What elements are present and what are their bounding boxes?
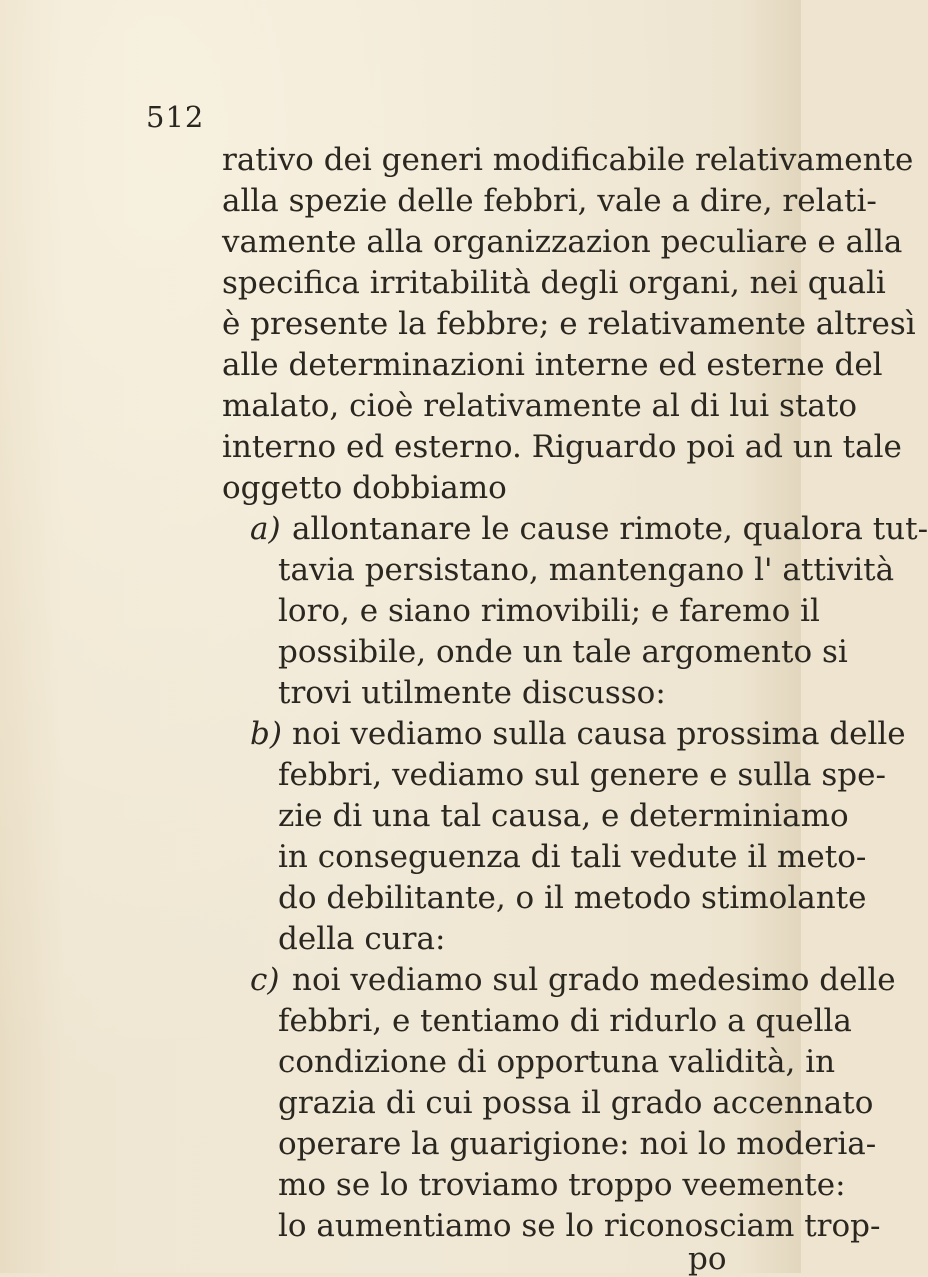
list-item-line: allontanare le cause rimote, qualora tut- xyxy=(292,511,928,547)
list-item-line: noi vediamo sul grado medesimo delle xyxy=(292,962,896,998)
text-line: è presente la febbre; e relativamente altresì xyxy=(222,306,916,342)
list-item-line: operare la guarigione: noi lo moderia- xyxy=(278,1126,877,1162)
text-line: alla spezie delle febbri, vale a dire, relati- xyxy=(222,183,877,219)
list-item-line: grazia di cui possa il grado accennato xyxy=(278,1085,874,1121)
text-line: interno ed esterno. Riguardo poi ad un tale xyxy=(222,429,902,465)
text-line: oggetto dobbiamo xyxy=(222,470,507,506)
text-line: specifica irritabilità degli organi, nei quali xyxy=(222,265,886,301)
list-item-line: do debilitante, o il metodo stimolante xyxy=(278,880,867,916)
list-item-line: mo se lo troviamo troppo veemente: xyxy=(278,1167,846,1203)
text-line: malato, cioè relativamente al di lui stato xyxy=(222,388,858,424)
text-line: alle determinazioni interne ed esterne del xyxy=(222,347,883,383)
text-line: rativo dei generi modificabile relativamente xyxy=(222,142,914,178)
list-item-line: tavia persistano, mantengano l' attività xyxy=(278,552,895,588)
list-marker-c: c) xyxy=(250,962,280,998)
list-item-line: possibile, onde un tale argomento si xyxy=(278,634,848,670)
list-item-line: loro, e siano rimovibili; e faremo il xyxy=(278,593,820,629)
list-item-line: zie di una tal causa, e determiniamo xyxy=(278,798,849,834)
list-item-line: lo aumentiamo se lo riconosciam trop- xyxy=(278,1208,881,1244)
text-line: vamente alla organizzazion peculiare e alla xyxy=(222,224,903,260)
list-item-line: trovi utilmente discusso: xyxy=(278,675,666,711)
list-marker-b: b) xyxy=(250,716,282,752)
list-item-line: in conseguenza di tali vedute il meto- xyxy=(278,839,867,875)
list-item-line: condizione di opportuna validità, in xyxy=(278,1044,836,1080)
page-number: 512 xyxy=(146,100,205,134)
list-item-line: febbri, vediamo sul genere e sulla spe- xyxy=(278,757,886,793)
list-item-line: della cura: xyxy=(278,921,446,957)
list-item-line: noi vediamo sulla causa prossima delle xyxy=(292,716,906,752)
list-item-line: febbri, e tentiamo di ridurlo a quella xyxy=(278,1003,852,1039)
catchword: po xyxy=(688,1241,727,1277)
list-marker-a: a) xyxy=(250,511,281,547)
